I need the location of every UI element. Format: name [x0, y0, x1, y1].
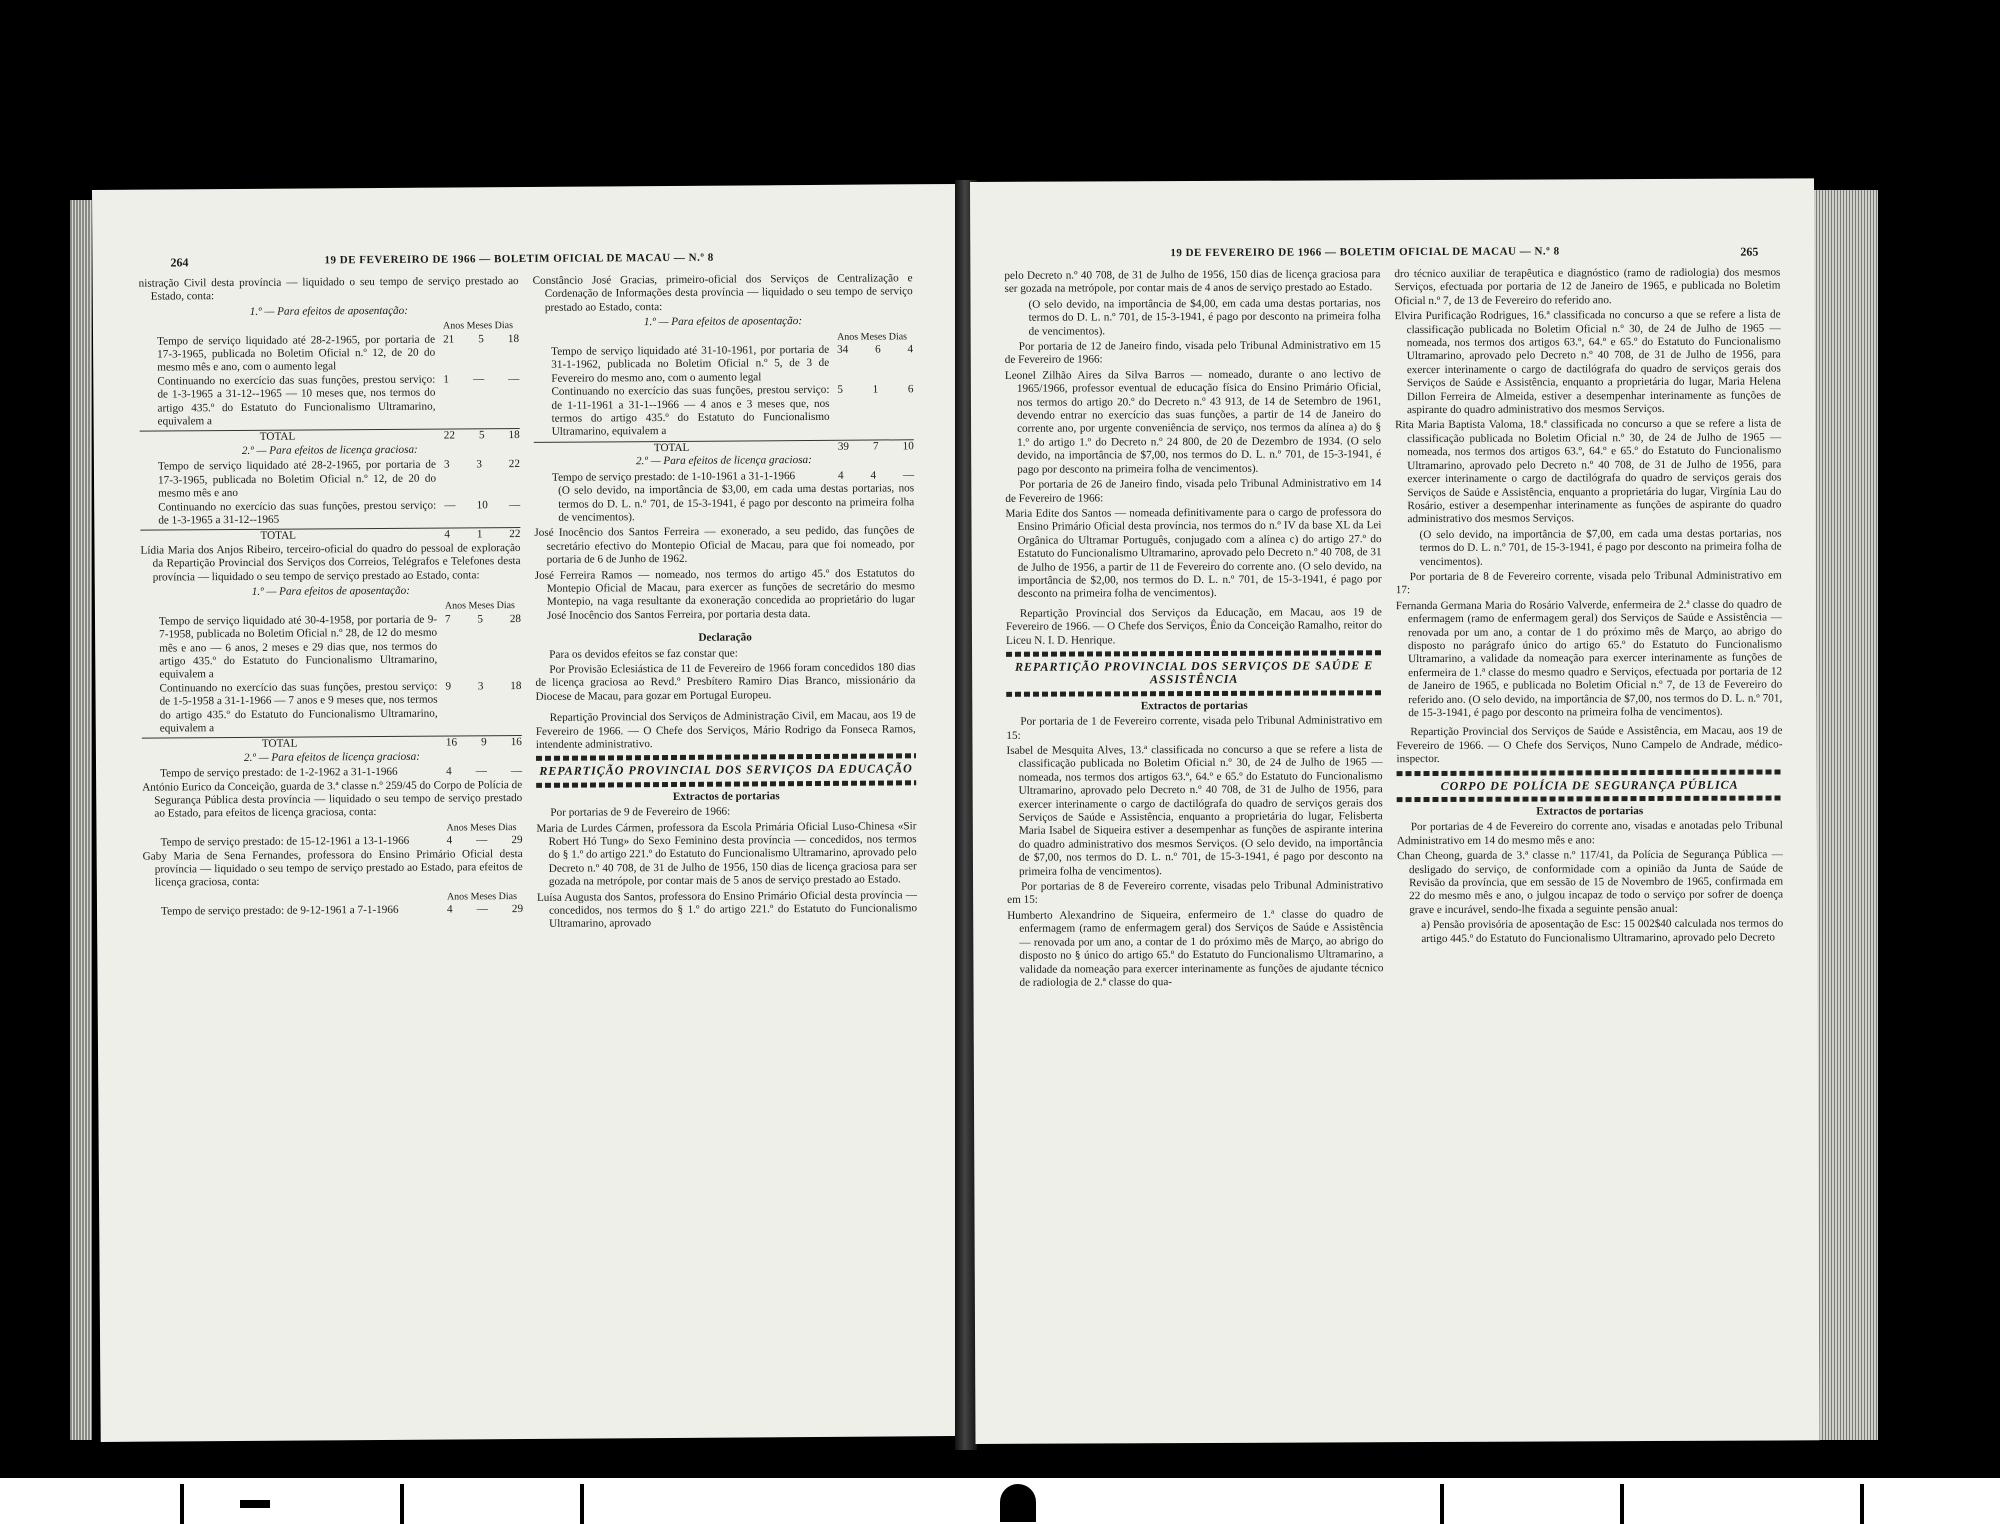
- total-row: TOTAL 16 9 16: [142, 735, 522, 752]
- table-row: Tempo de serviço prestado: de 9-12-1961 a 7-1-1966 4 — 29: [160, 903, 524, 918]
- paragraph: Por portaria de 1 de Fevereiro corrente, visada pelo Tribunal Administrativo em 15:: [1006, 714, 1383, 742]
- scan-mark: [580, 1484, 584, 1524]
- paragraph: Isabel de Mesquita Alves, 13.ª classificada no concurso a que se refere a lista de classificação publicada no Boletim Oficial n.º 30, de 24 de Julho de 1965 — nomeada, nos termos dos artigos 63.º, 64.º e 65.º do Estatuto do Funcionalismo Ultramarino, aprovado pelo Decreto n.º 40 708, de 31 de Julho de 1956, para exercer interinamente o cargo de dactilógrafa do quadro de serviços gerais dos Serviços de Saúde e Assistência, enquanto a proprietária do lugar, Felisberta Maria Isabel de Siqueira estiver a desempenhar as funções de aspirante interina do quadro administrativo dos mesmos Serviços. (O selo devido, na importância de $7,00, nos termos do D. L. n.º 701, de 15-3-1941, é pago por desconto na primeira folha de vencimentos).: [1006, 743, 1383, 878]
- scan-mark: [400, 1484, 404, 1524]
- paragraph: José Ferreira Ramos — nomeado, nos termos do artigo 45.º dos Estatutos do Montepio Oficial de Macau, para exercer as funções de secretário do mesmo Montepio, na vaga resultante da exoneração concedida ao proprietário do lugar José Inocêncio dos Santos Ferreira, por portaria desta data.: [534, 566, 915, 622]
- column-headers: Anos Meses Dias: [442, 320, 513, 332]
- section-heading: Declaração: [698, 631, 752, 644]
- paragraph: Maria Edite dos Santos — nomeada definitivamente para o cargo de professora do Ensino Primário Oficial desta província, nos termos do n.º IV da base XL da Lei Orgânica do Ultramar Português, conjugado com a alínea c) do artigo 27.º do Estatuto do Funcionalismo Ultramarino, aprovado pelo Decreto n.º 40 708, de 31 de Julho de 1956, a partir de 11 de Fevereiro do corrente ano. (O selo devido, na importância de $2,00, nos termos do D. L. n.º 701, de 15-3-1941, é pago por desconto na primeira folha de vencimentos).: [1005, 506, 1382, 601]
- section-heading: Extractos de portarias: [1536, 805, 1644, 818]
- paragraph: Para os devidos efeitos se faz constar que:: [549, 647, 738, 661]
- section-title: CORPO DE POLÍCIA DE SEGURANÇA PÚBLICA: [1440, 777, 1739, 793]
- table-row: Tempo de serviço liquidado até 30-4-1958, por portaria de 9-7-1958, publicada no Boletim Oficial n.º 28, de 12 do mesmo mês e ano — 6 anos, 2 meses e 29 dias que, nos termos do artigo 435.º do Estatuto do Funcionalismo Ultramarino, equivalem a 7 5 28: [158, 612, 522, 681]
- paragraph: pelo Decreto n.º 40 708, de 31 de Julho de 1956, 150 dias de licença graciosa para ser gozada na metrópole, por contar mais de 4 anos de serviço prestado ao Estado.: [1004, 268, 1381, 296]
- paragraph: a) Pensão provisória de aposentação de Esc: 15 002$40 calculada nos termos do artigo 445.º do Estatuto do Funcionalismo Ultramarino, aprovado pelo Decreto: [1421, 917, 1784, 945]
- paragraph: António Eurico da Conceição, guarda de 3.ª classe n.º 259/45 do Corpo de Polícia de Segurança Pública desta província — liquidado o seu tempo de serviço prestado ao Estado, para efeitos de licença graciosa, conta:: [142, 778, 523, 821]
- paragraph: Leonel Zilhão Aires da Silva Barros — nomeado, durante o ano lectivo de 1965/1966, professor eventual de educação física do Ensino Primário Oficial, nos termos do artigo 20.º do Decreto n.º 43 913, de 14 de Setembro de 1961, devendo entrar no exercício das suas funções, a partir de 14 de Janeiro do corrente ano, por urgente conveniência de serviço, nos termos da alínea a) do § 1.º do artigo 1.º do Decreto n.º 24 800, de 20 de Dezembro de 1934. (O selo devido, na importância de $7,00, nos termos do D. L. n.º 701, de 15-3-1941, é pago por desconto na primeira folha de vencimentos).: [1004, 368, 1382, 476]
- section-heading: Extractos de portarias: [1140, 699, 1248, 713]
- left-page-edges: [70, 200, 92, 1440]
- table-row: Continuando no exercício das suas funções, prestou serviço: de 1-11-1961 a 31-1--1966 — 4 anos e 3 meses que, nos termos do artigo 435.º do Estatuto do Funcionalismo Ultramarino, equivalem a 5 1 6: [551, 383, 914, 439]
- scan-mark: [180, 1484, 184, 1524]
- signature-paragraph: Repartição Provincial dos Serviços da Educação, em Macau, aos 19 de Fevereiro de 1966. — O Chefe dos Serviços, Ênio da Conceição Ramalho, reitor do Liceu N. I. D. Henrique.: [1005, 605, 1382, 647]
- total-row: TOTAL 4 1 22: [140, 527, 520, 544]
- section-title: REPARTIÇÃO PROVINCIAL DOS SERVIÇOS DE SAÚDE E ASSISTÊNCIA: [1014, 658, 1374, 687]
- total-row: TOTAL 39 7 10: [534, 439, 914, 456]
- scan-mark: [1860, 1484, 1864, 1524]
- paragraph: Por portarias de 9 de Fevereiro de 1966:: [550, 805, 731, 820]
- left-page: [92, 184, 969, 1442]
- signature-paragraph: Repartição Provincial dos Serviços de Administração Civil, em Macau, aos 19 de Fevereiro de 1966. — O Chefe dos Serviços, Mário Rodrigo da Fonseca Ramos, intendente administrativo.: [535, 709, 916, 751]
- table-row: Continuando no exercício das suas funções, prestou serviço: de 1-3-1965 a 31-12--1965 — 10 meses que, nos termos do artigo 435.º do Estatuto do Funcionalismo Ultramarino, equivalem a 1 — —: [157, 372, 520, 428]
- paragraph: José Inocêncio dos Santos Ferreira — exonerado, a seu pedido, das funções de secretário efectivo do Montepio Oficial de Macau, para que foi nomeado, por portaria de 6 de Junho de 1962.: [534, 524, 915, 566]
- stamp-duty-note: (O selo devido, na importância de $7,00, em cada uma destas portarias, nos termos do D. L. n.º 701, de 15-3-1941, é pago por desconto na primeira folha de vencimentos).: [1419, 527, 1782, 568]
- paragraph: Por portaria de 8 de Fevereiro corrente, visada pelo Tribunal Administrativo em 17:: [1395, 569, 1782, 597]
- section-title: REPARTIÇÃO PROVINCIAL DOS SERVIÇOS DA EDUCAÇÃO: [539, 761, 913, 779]
- paragraph: Lídia Maria dos Anjos Ribeiro, terceiro-oficial do quadro do pessoal de exploração da Repartição Provincial dos Serviços dos Correios, Telégrafos e Telefones desta província — liquidado o seu tempo de serviço prestado ao Estado, conta:: [140, 541, 521, 584]
- right-page: [970, 178, 1819, 1444]
- paragraph: Gaby Maria de Sena Fernandes, professora do Ensino Primário Oficial desta província — liquidado o seu tempo de serviço prestado ao Estado, para efeitos de licença graciosa, conta:: [142, 847, 523, 890]
- table-row: Continuando no exercício das suas funções, prestou serviço: de 1-5-1958 a 31-1-1966 — 7 anos e 9 meses que, nos termos do artigo 435.º do Estatuto do Funcionalismo Ultramarino, equivalem a 9 3 18: [159, 679, 522, 735]
- table-row: Tempo de serviço prestado: de 1-2-1962 a 31-1-1966 4 — —: [160, 765, 523, 780]
- left-column-2: [533, 272, 918, 934]
- paragraph: Chan Cheong, guarda de 3.ª classe n.º 117/41, da Polícia de Segurança Pública — desligado do serviço, de conformidade com a opinião da Junta de Saúde de Revisão da província, que em sessão de 15 de Novembro de 1965, confirmada em 22 do mesmo mês e ano, o julgou incapaz de todo o serviço por sofrer de doença grave e incurável, sendo-lhe fixada a seguinte pensão anual:: [1396, 848, 1784, 916]
- scan-mark: [1620, 1484, 1624, 1524]
- column-headers: Anos Meses Dias: [446, 890, 517, 903]
- paragraph: Por Provisão Eclesiástica de 11 de Fevereiro de 1966 foram concedidos 180 dias de licença graciosa ao Revd.º Presbítero Ramiro Dias Branco, missionário da Diocese de Macau, para gozar em Portugal Europeu.: [535, 661, 916, 703]
- paragraph: Rita Maria Baptista Valoma, 18.ª classificada no concurso a que se refere a lista de classificação publicada no Boletim Oficial n.º 30, de 24 de Julho de 1965 — nomeada, nos termos dos artigos 63.º, 64.º e 65.º do Estatuto do Funcionalismo Ultramarino, aprovado pelo Decreto n.º 40 708, de 31 de Julho de 1956, para exercer interinamente o cargo de dactilógrafa do quadro de serviços gerais dos Serviços de Saúde e Assistência, enquanto a proprietária do lugar, Virgínia Lau do Rosário, estiver a desempenhar interinamente as funções de aspirante do quadro administrativo dos mesmos Serviços.: [1395, 417, 1782, 526]
- table-row: Tempo de serviço prestado: de 1-10-1961 a 31-1-1966 4 4 —: [551, 468, 915, 484]
- table-row: Tempo de serviço liquidado até 28-2-1965, por portaria de 17-3-1965, publicada no Boletim Oficial n.º 12, de 20 do mesmo mês e ano 3 3 22: [157, 458, 520, 500]
- ornamental-rule: [1006, 690, 1382, 697]
- paragraph: Humberto Alexandrino de Siqueira, enfermeiro de 1.ª classe do quadro de enfermagem (ramo de enfermagem geral) dos Serviços de Saúde e Assistência — renovada por um ano, a contar de 1 do próximo mês de Março, ao abrigo do disposto no § único do artigo 65.º do Estatuto do Funcionalismo Ultramarino, a validade da nomeação para exercer interinamente as funções de ajudante técnico de radiologia de 2.ª classe do qua-: [1007, 908, 1384, 989]
- subheading: 2.º — Para efeitos de licença graciosa:: [241, 443, 418, 457]
- subheading: 1.º — Para efeitos de aposentação:: [251, 584, 410, 598]
- page-number: 264: [170, 255, 189, 270]
- column-headers: Anos Meses Dias: [446, 821, 517, 834]
- ornamental-rule: [1397, 795, 1783, 802]
- subheading: 2.º — Para efeitos de licença graciosa:: [635, 454, 812, 468]
- paragraph: Maria de Lurdes Cármen, professora da Escola Primária Oficial Luso-Chinesa «Sir Robert Hó Tung» do Sexo Feminino desta província — concedidos, nos termos do § 1.º do artigo 221.º do Estatuto do Funcionalismo Ultramarino, aprovado pelo Decreto n.º 40 708, de 31 de Julho de 1956, 150 dias de licença graciosa para ser gozada na metrópole, por contar mais de 5 anos de serviço prestado ao Estado.: [536, 819, 917, 889]
- subheading: 1.º — Para efeitos de aposentação:: [643, 315, 803, 329]
- paragraph: Fernanda Germana Maria do Rosário Valverde, enfermeira de 2.ª classe do quadro de enfermagem (ramo de enfermagem geral) dos Serviços de Saúde e Assistência — renovada por um ano, a contar de 1 do próximo mês de Março, ao abrigo do disposto no parágrafo único do artigo 65.º do Estatuto do Funcionalismo Ultramarino, a validade da nomeação para exercer interinamente as funções de enfermeira de 1.ª classe do mesmo quadro e Serviços, efectuada por portaria de 12 de Janeiro de 1965, e publicada no Boletim Oficial n.º 7, de 13 de Fevereiro do referido ano. (O selo devido, na importância de $7,00, nos termos do D. L. n.º 701, de 15-3-1941, é pago por desconto na primeira folha de vencimentos).: [1395, 598, 1783, 720]
- subheading: 1.º — Para efeitos de aposentação:: [249, 304, 409, 318]
- paragraph: Luísa Augusta dos Santos, professora do Ensino Primário Oficial desta província — concedidos, nos termos do § 1.º do artigo 221.º do Estatuto do Funcionalismo Ultramarino, aprovado: [536, 888, 918, 931]
- ornamental-rule: [1397, 769, 1783, 776]
- table-row: Tempo de serviço prestado: de 15-12-1961 a 13-1-1966 4 — 29: [160, 834, 523, 849]
- table-row: Continuando no exercício das suas funções, prestou serviço: de 1-3-1965 a 31-12--1965 — 10 —: [158, 498, 521, 527]
- ornamental-rule: [1006, 650, 1382, 657]
- left-column-1: [139, 275, 523, 919]
- stamp-duty-note: (O selo devido, na importância de $4,00, em cada uma destas portarias, nos termos do D. L. n.º 701, de 15-3-1941, é pago por desconto na primeira folha de vencimentos).: [1028, 297, 1381, 338]
- right-column-1: [1004, 268, 1383, 992]
- section-heading: Extractos de portarias: [672, 790, 780, 803]
- page-header: 19 DE FEVEREIRO DE 1966 — BOLETIM OFICIAL DE MACAU — N.º 8: [324, 251, 714, 267]
- paragraph: Elvira Purificação Rodrigues, 16.ª classificada no concurso a que se refere a lista de classificação publicada no Boletim Oficial n.º 30, de 24 de Julho de 1965 — nomeada, nos termos dos artigos 63.º, 64.º e 65.º do Estatuto do Funcionalismo Ultramarino, aprovado pelo Decreto n.º 40 708, de 31 de Julho de 1956, para exercer interinamente o cargo de dactilógrafa do quadro de serviços gerais dos Serviços de Saúde e Assistência, enquanto a proprietária do lugar, Maria Helena Dillon Ferreira de Almeida, estiver a desempenhar interinamente as funções de aspirante do quadro administrativo dos mesmos Serviços.: [1394, 308, 1781, 417]
- column-headers: Anos Meses Dias: [837, 330, 908, 343]
- right-page-edges: [1814, 190, 1878, 1440]
- column-headers: Anos Meses Dias: [444, 600, 515, 612]
- stamp-duty-note: (O selo devido, na importância de $3,00, em cada uma destas portarias, nos termos do D. L. n.º 701, de 15-3-1941, é pago por desconto na primeira folha de vencimentos).: [558, 482, 915, 524]
- paragraph: Por portaria de 12 de Janeiro findo, visada pelo Tribunal Administrativo em 15 de Fevereiro de 1966:: [1004, 339, 1381, 367]
- ornamental-rule: [536, 780, 916, 788]
- total-row: TOTAL 22 5 18: [140, 428, 520, 445]
- subheading: 2.º — Para efeitos de licença graciosa:: [243, 750, 420, 764]
- table-row: Tempo de serviço liquidado até 28-2-1965, por portaria de 17-3-1965, publicada no Boletim Oficial n.º 12, de 20 do mesmo mês e ano, com o aumento legal 21 5 18: [157, 332, 520, 374]
- page-number: 265: [1740, 244, 1759, 259]
- scan-mark: [1440, 1484, 1444, 1524]
- signature-paragraph: Repartição Provincial dos Serviços de Saúde e Assistência, em Macau, aos 19 de Fevereiro de 1966. — O Chefe dos Serviços, Nuno Campelo de Andrade, médico-inspector.: [1396, 724, 1783, 766]
- paragraph: Constâncio José Gracias, primeiro-oficial dos Serviços de Centralização e Cordenação de Informações desta província — liquidado o seu tempo de serviço prestado ao Estado, conta:: [532, 272, 913, 314]
- paragraph: dro técnico auxiliar de terapêutica e diagnóstico (ramo de radiologia) dos mesmos Serviços, efectuada por portaria de 12 de Janeiro de 1965, e publicada no Boletim Oficial n.º 7, de 13 de Fevereiro do referido ano.: [1394, 266, 1781, 307]
- paragraph: Por portarias de 4 de Fevereiro do corrente ano, visadas e anotadas pelo Tribunal Administrativo em 14 do mesmo mês e ano:: [1396, 819, 1783, 847]
- scan-mark: [1000, 1484, 1036, 1522]
- table-row: Tempo de serviço liquidado até 31-10-1961, por portaria de 31-1-1962, publicada no Boletim Oficial n.º 5, de 3 de Fevereiro do mesmo ano, com o aumento legal 34 6 4: [551, 343, 914, 385]
- scan-mark: [240, 1500, 270, 1508]
- ornamental-rule: [536, 754, 916, 762]
- right-column-2: [1394, 266, 1783, 948]
- paragraph: nistração Civil desta província — liquidado o seu tempo de serviço prestado ao Estado, conta:: [138, 275, 519, 303]
- paragraph: Por portarias de 8 de Fevereiro corrente, visadas pelo Tribunal Administrativo em 15:: [1007, 879, 1384, 907]
- paragraph: Por portaria de 26 de Janeiro findo, visada pelo Tribunal Administrativo em 14 de Fevereiro de 1966:: [1005, 477, 1382, 505]
- page-header: 19 DE FEVEREIRO DE 1966 — BOLETIM OFICIAL DE MACAU — N.º 8: [1170, 245, 1560, 260]
